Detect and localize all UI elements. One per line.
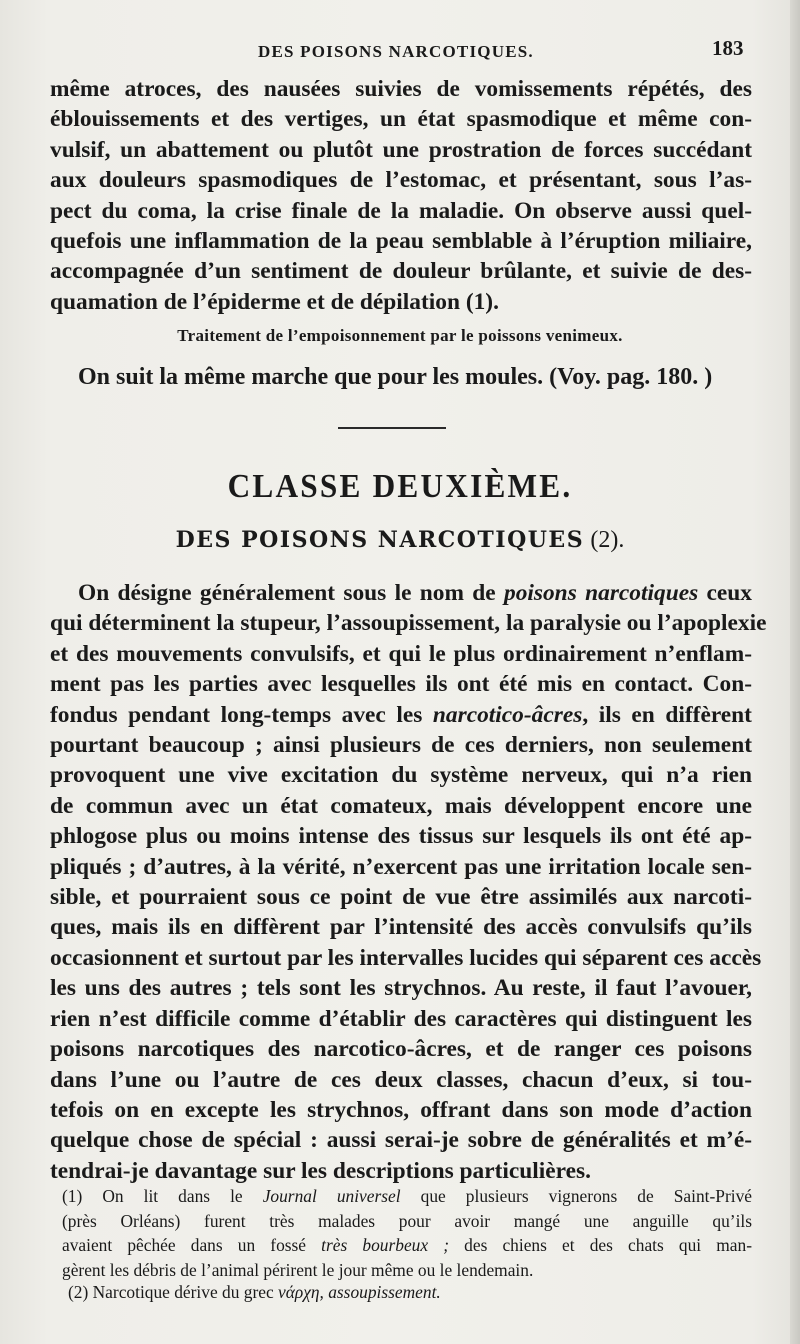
footnote-line: gèrent les débris de l’animal périrent le jour même ou le lendemain. xyxy=(62,1259,534,1280)
text-line: quelque chose de spécial : aussi serai-je sobre de généralités et m’é- xyxy=(50,1127,752,1154)
text-line: sible, et pourraient sous ce point de vue être assimilés aux narcoti- xyxy=(50,884,752,911)
treatment-heading: Traitement de l’empoisonnement par le poissons venimeux. xyxy=(177,326,623,345)
text-line: phlogose plus ou moins intense des tissus sur lesquels ils ont été ap- xyxy=(50,823,752,850)
italic-term: très bourbeux ; xyxy=(321,1235,450,1256)
italic-term: νάρχη, assoupissement. xyxy=(278,1282,441,1302)
text-line: quefois une inflammation de la peau semblable à l’éruption miliaire, xyxy=(50,228,752,255)
section-title xyxy=(0,526,800,554)
text-line: pourtant beaucoup ; ainsi plusieurs de ces derniers, non seulement xyxy=(50,732,752,759)
footnote-1 xyxy=(62,1184,752,1282)
text-span: (2) Narcotique dérive du grec xyxy=(68,1282,279,1302)
text-span: avaient pêchée dans un fossé xyxy=(62,1235,322,1256)
text-line: aux douleurs spasmodiques de l’estomac, et présentant, sous l’as- xyxy=(50,167,752,194)
italic-term: poisons narcotiques xyxy=(504,580,699,606)
text-line: ment pas les parties avec lesquelles ils ont été mis en contact. Con- xyxy=(50,671,752,698)
text-span: ceux xyxy=(698,580,752,606)
text-line xyxy=(50,578,752,608)
footnote-line: (près Orléans) furent très malades pour avoir mangé une anguille qu’ils xyxy=(62,1210,752,1231)
italic-term: Journal universel xyxy=(262,1186,401,1206)
text-line: rien n’est difficile comme d’établir des caractères qui distinguent les xyxy=(50,1005,752,1032)
text-line: et des mouvements convulsifs, et qui le plus ordinairement n’enflam- xyxy=(50,640,752,667)
text-line: quamation de l’épiderme et de dépilation (1). xyxy=(50,288,499,315)
text-line: ques, mais ils en diffèrent par l’intensité des accès convulsifs qu’ils xyxy=(50,914,752,941)
text-line: pect du coma, la crise finale de la maladie. On observe aussi quel- xyxy=(50,197,752,224)
text-line: les uns des autres ; tels sont les strychnos. Au reste, il faut l’avouer, xyxy=(50,975,752,1002)
text-line: de commun avec un état comateux, mais développent encore une xyxy=(50,792,752,819)
section-title-text: DES POISONS NARCOTIQUES xyxy=(175,527,585,553)
footnote-line xyxy=(62,1184,752,1209)
text-span: des chiens et des chats qui man- xyxy=(449,1235,752,1256)
page-edge xyxy=(790,0,800,1344)
text-span: que plusieurs vignerons de Saint-Privé xyxy=(400,1186,752,1206)
footnote-line xyxy=(68,1280,758,1305)
text-line: occasionnent et surtout par les intervalles lucides qui séparent ces accès xyxy=(50,944,762,971)
text-span: On désigne généralement sous le nom de xyxy=(78,580,504,606)
italic-term: narcotico-âcres xyxy=(432,701,583,728)
paragraph-main xyxy=(50,578,767,1186)
text-span: (1) On lit dans le xyxy=(62,1186,263,1206)
text-line: tefois on en excepte les strychnos, offrant dans son mode d’action xyxy=(50,1096,752,1123)
running-head: DES POISONS NARCOTIQUES. xyxy=(258,42,534,61)
text-line: accompagnée d’un sentiment de douleur brûlante, et suivie de des- xyxy=(50,258,752,285)
page-number: 183 xyxy=(712,36,744,60)
text-line: vulsif, un abattement ou plutôt une prostration de forces succédant xyxy=(50,136,752,163)
text-line: même atroces, des nausées suivies de vomissements répétés, des xyxy=(50,76,752,102)
text-line: provoquent une vive excitation du système nerveux, qui n’a rien xyxy=(50,762,752,789)
text-line: tendrai-je davantage sur les descriptions particulières. xyxy=(50,1157,591,1184)
paragraph-continuation xyxy=(50,74,752,317)
text-line: poisons narcotiques des narcotico-âcres, et de ranger ces poisons xyxy=(50,1036,752,1063)
section-divider xyxy=(338,427,446,429)
text-line: éblouissements et des vertiges, un état spasmodique et même con- xyxy=(50,106,752,133)
text-line: dans l’une ou l’autre de ces deux classes, chacun d’eux, si tou- xyxy=(50,1066,752,1093)
class-title: CLASSE DEUXIÈME. xyxy=(227,468,573,505)
text-line: pliqués ; d’autres, à la vérité, n’exercent pas une irritation locale sen- xyxy=(50,853,752,880)
text-span: , ils en diffèrent xyxy=(582,701,752,728)
footnote-line xyxy=(62,1233,752,1258)
treatment-text: On suit la même marche que pour les moules. (Voy. pag. 180. ) xyxy=(78,364,713,390)
text-line: qui déterminent la stupeur, l’assoupissement, la paralysie ou l’apoplexie xyxy=(50,610,767,637)
footnote-2 xyxy=(68,1280,758,1305)
text-span: fondus pendant long-temps avec les xyxy=(50,701,433,728)
text-line xyxy=(50,700,752,730)
footnote-reference: (2). xyxy=(590,527,625,553)
